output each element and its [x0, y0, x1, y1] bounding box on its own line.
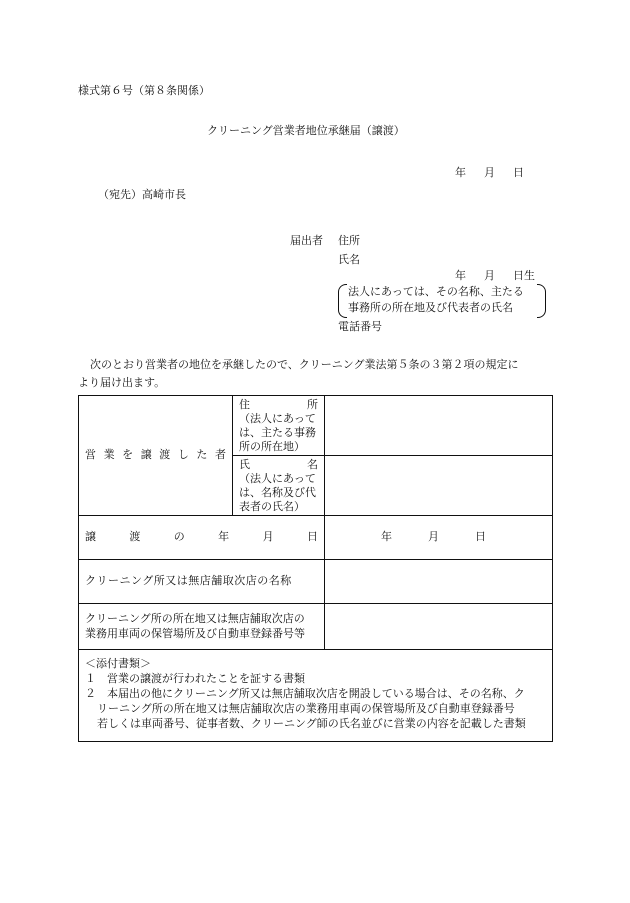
location-row	[79, 604, 553, 650]
location-label-line1: クリーニング所の所在地又は無店舗取次店の	[85, 612, 305, 626]
shop-name-row	[79, 560, 553, 604]
shop-name-label: クリーニング所又は無店舗取次店の名称	[85, 574, 292, 588]
address-label: 住 所	[239, 397, 318, 411]
birth-date-line	[455, 269, 535, 283]
location-label-line2: 業務用車両の保管場所及び自動車登録番号等	[85, 626, 305, 640]
left-bracket	[338, 284, 347, 318]
name-label: 氏 名	[239, 457, 318, 471]
transfer-date-label: 譲 渡 の 年 月 日	[85, 530, 318, 544]
transferor-label-cell	[79, 396, 233, 516]
birth-day: 日生	[513, 269, 535, 282]
address-note-line3: 所の所在地）	[239, 439, 305, 453]
date-month: 月	[484, 166, 495, 179]
phone-label: 電話番号	[338, 320, 382, 333]
address-note-line2: は、主たる事務	[239, 425, 316, 439]
body-text-line2: より届け出ます。	[78, 376, 166, 389]
name-value-cell[interactable]	[325, 456, 553, 516]
corporate-note-line2: 事務所の所在地及び代表者の氏名	[348, 301, 513, 314]
name-note-line3: 表者の氏名）	[239, 499, 305, 513]
attachment-item1: １ 営業の譲渡が行われたことを証する書類	[85, 672, 305, 685]
right-bracket	[537, 284, 546, 318]
address-value-cell[interactable]	[325, 396, 553, 456]
address-note-line1: （法人にあって	[239, 411, 316, 425]
corporate-note	[338, 284, 546, 318]
attachment-item2-line2: リーニング所の所在地又は無店舗取次店の業務用車両の保管場所及び自動車登録番号	[97, 702, 515, 715]
attachment-item2-line1: ２ 本届出の他にクリーニング所又は無店舗取次店を開設している場合は、その名称、ク	[85, 687, 525, 700]
location-value-cell[interactable]	[325, 604, 553, 650]
corporate-note-text	[348, 284, 524, 316]
transfer-date-row	[79, 516, 553, 560]
transfer-year: 年	[381, 530, 392, 544]
name-label-cell	[233, 456, 325, 516]
attachments-row	[79, 650, 553, 742]
transfer-date-value	[325, 528, 552, 546]
name-note-line2: は、名称及び代	[239, 485, 316, 499]
transfer-date-value-cell[interactable]	[325, 516, 553, 560]
document-title: クリーニング営業者地位承継届（譲渡）	[207, 124, 405, 137]
addressee: （宛先）高崎市長	[98, 188, 186, 201]
birth-year: 年	[455, 269, 466, 282]
transferor-label: 営 業 を 譲 渡 し た 者	[85, 448, 226, 462]
corporate-note-line1: 法人にあっては、その名称、主たる	[348, 285, 524, 298]
location-label-cell	[79, 604, 325, 650]
attachments	[79, 650, 552, 735]
name-note-line1: （法人にあって	[239, 471, 316, 485]
form-number: 様式第６号（第８条関係）	[78, 84, 210, 97]
transfer-day: 日	[475, 530, 486, 544]
shop-name-value-cell[interactable]	[325, 560, 553, 604]
notifier-label: 届出者	[290, 234, 323, 247]
attachment-item2-line3: 若しくは車両番号、従事者数、クリーニング師の氏名並びに営業の内容を記載した書類	[97, 717, 526, 730]
birth-month: 月	[484, 269, 495, 282]
date-line	[455, 166, 524, 180]
notification-table	[78, 395, 553, 742]
transfer-date-label-cell	[79, 516, 325, 560]
date-day: 日	[513, 166, 524, 179]
address-label-cell	[233, 396, 325, 456]
attachments-cell	[79, 650, 553, 742]
transfer-month: 月	[428, 530, 439, 544]
notifier-address-label: 住所	[338, 234, 360, 247]
body-text-line1: 次のとおり営業者の地位を承継したので、クリーニング業法第５条の３第２項の規定に	[90, 358, 519, 371]
attachments-heading: ＜添付書類＞	[85, 657, 151, 670]
transferor-address-row	[79, 396, 553, 456]
notifier-name-label: 氏名	[338, 253, 360, 266]
date-year: 年	[455, 166, 466, 179]
shop-name-label-cell	[79, 560, 325, 604]
